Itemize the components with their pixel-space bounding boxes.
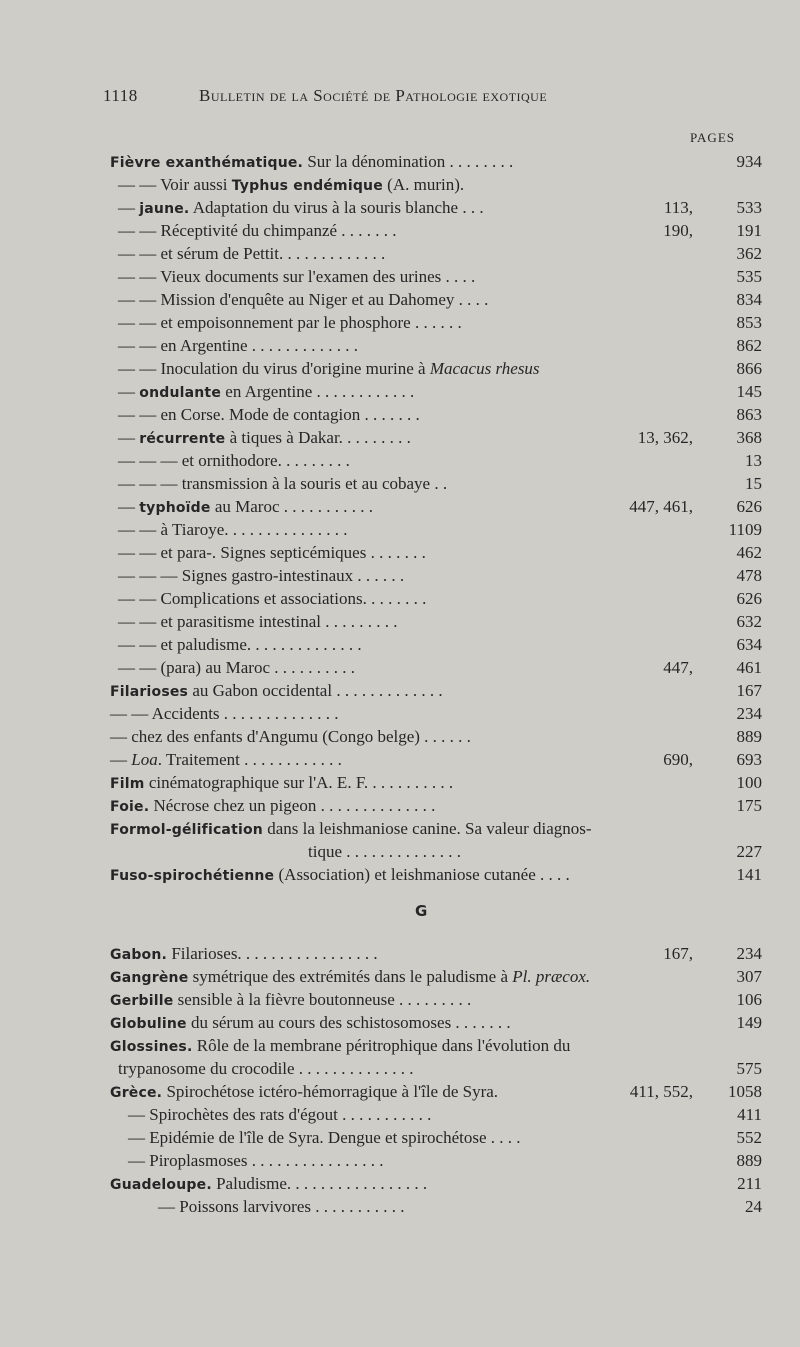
entry-body: et para-. Signes septicémiques . . . . . . .: [160, 543, 426, 562]
entry-text: [110, 817, 592, 842]
entry-page: 234: [736, 944, 762, 963]
entry-body: Rôle de la membrane péritrophique dans l'évolution du: [192, 1036, 571, 1055]
index-entry: [110, 1126, 770, 1149]
entry-page: 24: [745, 1197, 762, 1216]
entry-page: 552: [736, 1128, 762, 1147]
index-entry: [110, 771, 770, 794]
page-number: 1118: [103, 86, 138, 105]
entry-page: 149: [736, 1013, 762, 1032]
entry-italic: Loa: [131, 750, 158, 769]
entry-page: 533: [736, 198, 762, 217]
entry-body: Spirochètes des rats d'égout . . . . . . . . . . .: [149, 1105, 432, 1124]
entry-extra-pages: 13, 362,: [637, 428, 693, 447]
entry-body: chez des enfants d'Angumu (Congo belge) . . . . . .: [131, 727, 471, 746]
ditto-dashes: —: [128, 1151, 150, 1170]
entry-page: 863: [736, 405, 762, 424]
entry-text: [110, 702, 339, 725]
entry-text: [110, 1011, 511, 1036]
entry-body: transmission à la souris et au cobaye . .: [181, 474, 448, 493]
entry-body: Paludisme. . . . . . . . . . . . . . . . .: [211, 1174, 428, 1193]
entry-body: Réceptivité du chimpanzé . . . . . . .: [160, 221, 397, 240]
entry-keyword: Formol-gélification: [110, 822, 263, 838]
ditto-dashes: —: [118, 428, 140, 447]
index-entry: [110, 219, 770, 242]
ditto-dashes: — —: [118, 635, 161, 654]
ditto-dashes: —: [118, 497, 140, 516]
entry-page: 1109: [728, 520, 762, 539]
entry-page: 866: [736, 359, 762, 378]
entry-page: 889: [736, 727, 762, 746]
index-entry: [110, 196, 770, 219]
index-entry: [110, 426, 770, 449]
entry-keyword: Gabon.: [110, 947, 168, 963]
entry-body: Filarioses. . . . . . . . . . . . . . . . .: [167, 944, 378, 963]
entry-body: Poissons larvivores . . . . . . . . . . .: [179, 1197, 405, 1216]
entry-text: [118, 495, 373, 520]
index-entry: [110, 702, 770, 725]
ditto-dashes: — —: [118, 612, 161, 631]
index-entry: [110, 679, 770, 702]
ditto-dashes: — —: [118, 520, 161, 539]
entry-text: [110, 1034, 570, 1059]
entry-text: [118, 1057, 414, 1080]
index-entry: [110, 988, 770, 1011]
ditto-dashes: —: [110, 727, 132, 746]
entry-text: [118, 173, 464, 198]
ditto-dashes: —: [128, 1105, 150, 1124]
entry-text: [118, 334, 358, 357]
index-entry: [110, 541, 770, 564]
ditto-dashes: —: [118, 382, 140, 401]
entry-page: 632: [736, 612, 762, 631]
entry-keyword: Fuso-spirochétienne: [110, 868, 275, 884]
entry-keyword: jaune.: [139, 201, 190, 217]
ditto-dashes: —: [118, 198, 140, 217]
index-entry: [110, 150, 770, 173]
index-entry: [110, 1080, 770, 1103]
entry-text: [118, 541, 426, 564]
entry-body: symétrique des extrémités dans le paludisme à: [188, 967, 513, 986]
entry-text: [110, 725, 471, 748]
entry-text: [118, 449, 350, 472]
entry-prefix: Voir aussi: [160, 175, 232, 194]
entry-body: et ornithodore. . . . . . . . .: [181, 451, 350, 470]
entry-body: Epidémie de l'île de Syra. Dengue et spirochétose . . . .: [149, 1128, 521, 1147]
index-section-g: [110, 942, 770, 1218]
entry-text: [118, 380, 414, 405]
entry-keyword: typhoïde: [139, 500, 211, 516]
index-entry: [110, 656, 770, 679]
index-entry: [110, 1172, 770, 1195]
entry-text: [118, 288, 488, 311]
index-entry: [110, 610, 770, 633]
entry-body: trypanosome du crocodile . . . . . . . . . . . . . .: [118, 1059, 414, 1078]
entry-keyword: Film: [110, 776, 145, 792]
ditto-dashes: — — —: [118, 566, 182, 585]
entry-extra-pages: 167,: [663, 944, 693, 963]
entry-body: en Corse. Mode de contagion . . . . . . .: [160, 405, 420, 424]
entry-keyword: Foie.: [110, 799, 150, 815]
entry-extra-pages: 411, 552,: [629, 1082, 693, 1101]
entry-text: [128, 1126, 521, 1149]
entry-body: du sérum au cours des schistosomoses . . . . . . .: [186, 1013, 511, 1032]
index-entry: [110, 403, 770, 426]
entry-body: Sur la dénomination . . . . . . . .: [303, 152, 514, 171]
entry-page: 141: [736, 865, 762, 884]
entry-page: 362: [736, 244, 762, 263]
entry-keyword: Gerbille: [110, 993, 174, 1009]
entry-page: 626: [736, 497, 762, 516]
entry-page: 634: [736, 635, 762, 654]
index-section-f: [110, 150, 770, 886]
entry-page: 462: [736, 543, 762, 562]
index-entry: [110, 311, 770, 334]
entry-text: [110, 794, 435, 819]
entry-page: 307: [736, 967, 762, 986]
entry-extra-pages: 690,: [663, 750, 693, 769]
entry-body: Complications et associations. . . . . . . .: [160, 589, 427, 608]
index-entry: [110, 564, 770, 587]
index-entry: [110, 840, 770, 863]
entry-text: [118, 357, 540, 380]
entry-extra-pages: 447,: [663, 658, 693, 677]
entry-keyword: Globuline: [110, 1016, 187, 1032]
ditto-dashes: —: [158, 1197, 180, 1216]
entry-text: [118, 265, 475, 288]
entry-page: 889: [736, 1151, 762, 1170]
entry-text: [110, 679, 443, 704]
entry-text: [128, 1149, 383, 1172]
index-entry: [110, 380, 770, 403]
index-entry: [110, 472, 770, 495]
entry-body: et parasitisme intestinal . . . . . . . . .: [160, 612, 398, 631]
journal-title: Bulletin de la Société de Pathologie exotique: [199, 86, 548, 105]
index-entry: [110, 1057, 770, 1080]
index-entry: [110, 1011, 770, 1034]
entry-page: 411: [737, 1105, 762, 1124]
index-entry: [110, 965, 770, 988]
index-entry: [110, 242, 770, 265]
entry-page: 626: [736, 589, 762, 608]
ditto-dashes: —: [128, 1128, 150, 1147]
entry-body: à Tiaroye. . . . . . . . . . . . . . .: [160, 520, 348, 539]
ditto-dashes: — —: [118, 405, 161, 424]
index-entry: [110, 633, 770, 656]
entry-keyword: Typhus endémique: [231, 178, 383, 194]
entry-page: 535: [736, 267, 762, 286]
entry-body: (Association) et leishmaniose cutanée . . . .: [274, 865, 570, 884]
ditto-dashes: — —: [110, 704, 152, 723]
entry-text: [118, 587, 426, 610]
entry-text: [110, 942, 378, 967]
ditto-dashes: — —: [118, 221, 161, 240]
index-entry: [110, 1034, 770, 1057]
index-entry: [110, 495, 770, 518]
index-entry: [110, 288, 770, 311]
entry-body: Piroplasmoses . . . . . . . . . . . . . . . .: [149, 1151, 384, 1170]
ditto-dashes: — —: [118, 313, 161, 332]
entry-keyword: Filarioses: [110, 684, 189, 700]
entry-extra-pages: 190,: [663, 221, 693, 240]
index-entry: [110, 265, 770, 288]
entry-page: 13: [745, 451, 762, 470]
entry-italic: Pl. præcox.: [512, 967, 591, 986]
entry-body: Spirochétose ictéro-hémorragique à l'île de Syra.: [162, 1082, 499, 1101]
entry-keyword: Glossines.: [110, 1039, 193, 1055]
index-entry: [110, 449, 770, 472]
entry-text: [118, 426, 411, 451]
ditto-dashes: — —: [118, 658, 161, 677]
entry-body: Adaptation du virus à la souris blanche . . .: [189, 198, 484, 217]
entry-text: [110, 988, 471, 1013]
ditto-dashes: —: [110, 750, 132, 769]
entry-body: (para) au Maroc . . . . . . . . . .: [160, 658, 355, 677]
index-entry: [110, 334, 770, 357]
index-entry: [110, 518, 770, 541]
index-entry: [110, 1149, 770, 1172]
entry-page: 227: [736, 842, 762, 861]
entry-text: [110, 863, 570, 888]
entry-keyword: Grèce.: [110, 1085, 163, 1101]
entry-italic: Macacus rhesus: [429, 359, 540, 378]
entry-text: [118, 196, 484, 221]
entry-text: [118, 242, 385, 265]
entry-text: [110, 150, 513, 175]
ditto-dashes: — —: [118, 290, 161, 309]
entry-text: [118, 311, 462, 334]
entry-text: [118, 518, 348, 541]
entry-body: et paludisme. . . . . . . . . . . . . .: [160, 635, 362, 654]
entry-keyword: récurrente: [139, 431, 226, 447]
entry-body: Nécrose chez un pigeon . . . . . . . . . . . . . .: [149, 796, 436, 815]
entry-text: [158, 1195, 405, 1218]
entry-page: 834: [736, 290, 762, 309]
pages-column-label: PAGES: [690, 130, 735, 145]
index-entry: [110, 748, 770, 771]
entry-text: [118, 564, 404, 587]
entry-page: 862: [736, 336, 762, 355]
index-entry: [110, 1195, 770, 1218]
ditto-dashes: — —: [118, 589, 161, 608]
ditto-dashes: — —: [118, 359, 161, 378]
entry-body: et sérum de Pettit. . . . . . . . . . . . .: [160, 244, 386, 263]
index-entry: [110, 817, 770, 840]
entry-page: 234: [736, 704, 762, 723]
index-entry: [110, 794, 770, 817]
index-entry: [110, 942, 770, 965]
entry-page: 478: [736, 566, 762, 585]
entry-body: Vieux documents sur l'examen des urines . . . .: [160, 267, 476, 286]
entry-text: [308, 840, 461, 863]
entry-keyword: ondulante: [139, 385, 222, 401]
entry-body: dans la leishmaniose canine. Sa valeur diagnos-: [262, 819, 592, 838]
entry-text: [118, 472, 447, 495]
entry-text: [128, 1103, 431, 1126]
entry-body: au Maroc . . . . . . . . . . .: [210, 497, 374, 516]
ditto-dashes: — —: [118, 244, 161, 263]
entry-body: Inoculation du virus d'origine murine à: [160, 359, 430, 378]
ditto-dashes: — —: [118, 543, 161, 562]
entry-text: [118, 219, 397, 242]
entry-keyword: Fièvre exanthématique.: [110, 155, 304, 171]
entry-page: 15: [745, 474, 762, 493]
ditto-dashes: — — —: [118, 474, 182, 493]
index-entry: [110, 587, 770, 610]
entry-text: [118, 656, 355, 679]
entry-text: [118, 610, 398, 633]
running-head: [103, 86, 683, 106]
entry-body: tique . . . . . . . . . . . . . .: [308, 842, 461, 861]
index-entry: [110, 725, 770, 748]
entry-page: 100: [736, 773, 762, 792]
entry-body: cinématographique sur l'A. E. F. . . . . . . . . . .: [144, 773, 454, 792]
entry-text: [118, 403, 420, 426]
entry-text: [110, 748, 342, 771]
ditto-dashes: — — —: [118, 451, 182, 470]
index-entry: [110, 173, 770, 196]
entry-body: en Argentine . . . . . . . . . . . .: [221, 382, 415, 401]
index-entry: [110, 863, 770, 886]
entry-body: Accidents . . . . . . . . . . . . . .: [151, 704, 339, 723]
entry-page: 693: [736, 750, 762, 769]
entry-keyword: Guadeloupe.: [110, 1177, 212, 1193]
entry-page: 106: [736, 990, 762, 1009]
entry-page: 175: [736, 796, 762, 815]
entry-body: Signes gastro-intestinaux . . . . . .: [181, 566, 405, 585]
ditto-dashes: — —: [118, 175, 161, 194]
section-letter-g: G: [415, 902, 428, 920]
entry-text: [110, 965, 590, 990]
ditto-dashes: — —: [118, 267, 161, 286]
entry-keyword: Gangrène: [110, 970, 189, 986]
entry-text: [110, 1080, 498, 1105]
entry-page: 461: [736, 658, 762, 677]
entry-page: 575: [736, 1059, 762, 1078]
entry-page: 853: [736, 313, 762, 332]
entry-body: . Traitement . . . . . . . . . . . .: [157, 750, 342, 769]
entry-body: sensible à la fièvre boutonneuse . . . . . . . . .: [173, 990, 472, 1009]
entry-extra-pages: 447, 461,: [629, 497, 693, 516]
entry-text: [118, 633, 362, 656]
entry-body: Mission d'enquête au Niger et au Dahomey . . . .: [160, 290, 489, 309]
entry-body: en Argentine . . . . . . . . . . . . .: [160, 336, 359, 355]
entry-page: 934: [736, 152, 762, 171]
entry-page: 191: [736, 221, 762, 240]
entry-page: 167: [736, 681, 762, 700]
entry-page: 145: [736, 382, 762, 401]
index-entry: [110, 1103, 770, 1126]
index-entry: [110, 357, 770, 380]
entry-page: 211: [737, 1174, 762, 1193]
ditto-dashes: — —: [118, 336, 161, 355]
entry-page: 1058: [728, 1082, 762, 1101]
entry-text: [110, 771, 453, 796]
entry-body: à tiques à Dakar. . . . . . . . .: [225, 428, 411, 447]
entry-text: [110, 1172, 427, 1197]
entry-extra-pages: 113,: [663, 198, 693, 217]
entry-body: et empoisonnement par le phosphore . . . . . .: [160, 313, 462, 332]
entry-page: 368: [736, 428, 762, 447]
entry-body: au Gabon occidental . . . . . . . . . . . . .: [188, 681, 443, 700]
entry-body: (A. murin).: [382, 175, 465, 194]
